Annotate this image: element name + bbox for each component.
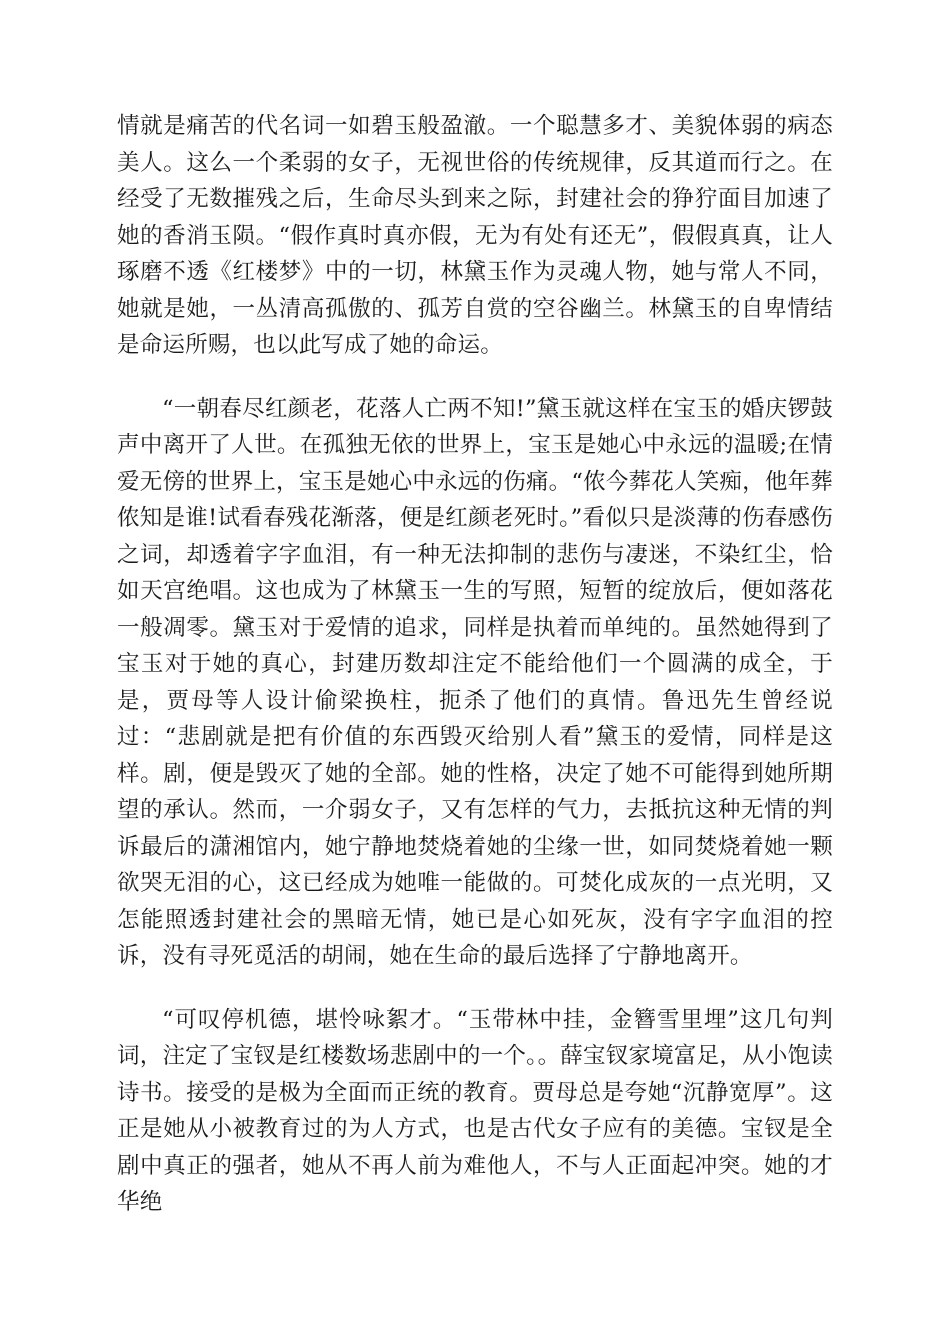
- paragraph-3: “可叹停机德，堪怜咏絮才。“玉带林中挂，金簪雪里埋”这几句判词，注定了宝钗是红楼数场悲剧中的一个。。薛宝钗家境富足，从小饱读诗书。接受的是极为全面而正统的教育。贾母总是夸她“沉静宽厚”。这正是她从小被教育过的为人方式，也是古代女子应有的美德。宝钗是全剧中真正的强者，她从不再人前为难他人，不与人正面起冲突。她的才华绝: [117, 1006, 833, 1215]
- paragraph-2: “一朝春尽红颜老，花落人亡两不知!”黛玉就这样在宝玉的婚庆锣鼓声中离开了人世。在孤独无依的世界上，宝玉是她心中永远的温暖;在情爱无傍的世界上，宝玉是她心中永远的伤痛。“侬今葬花人笑痴，他年葬侬知是谁!试看春残花渐落，便是红颜老死时。”看似只是淡薄的伤春感伤之词，却透着字字血泪，有一种无法抑制的悲伤与凄迷，不染红尘，恰如天宫绝唱。这也成为了林黛玉一生的写照，短暂的绽放后，便如落花一般凋零。黛玉对于爱情的追求，同样是执着而单纯的。虽然她得到了宝玉对于她的真心，封建历数却注定不能给他们一个圆满的成全，于是，贾母等人设计偷梁换柱，扼杀了他们的真情。鲁迅先生曾经说过：“悲剧就是把有价值的东西毁灭给别人看”黛玉的爱情，同样是这样。剧，便是毁灭了她的全部。她的性格，决定了她不可能得到她所期望的承认。然而，一介弱女子，又有怎样的气力，去抵抗这种无情的判诉最后的潇湘馆内，她宁静地焚烧着她的尘缘一世，如同焚烧着她一颗欲哭无泪的心，这已经成为她唯一能做的。可焚化成灰的一点光明，又怎能照透封建社会的黑暗无情，她已是心如死灰，没有字字血泪的控诉，没有寻死觅活的胡闹，她在生命的最后选择了宁静地离开。: [117, 395, 833, 969]
- document-body: [117, 108, 833, 1221]
- paragraph-1: 情就是痛苦的代名词一如碧玉般盈澈。一个聪慧多才、美貌体弱的病态美人。这么一个柔弱的女子，无视世俗的传统规律，反其道而行之。在经受了无数摧残之后，生命尽头到来之际，封建社会的狰狞面目加速了她的香消玉陨。“假作真时真亦假，无为有处有还无”，假假真真，让人琢磨不透《红楼梦》中的一切，林黛玉作为灵魂人物，她与常人不同，她就是她，一丛清高孤傲的、孤芳自赏的空谷幽兰。林黛玉的自卑情结是命运所赐，也以此写成了她的命运。: [117, 113, 833, 358]
